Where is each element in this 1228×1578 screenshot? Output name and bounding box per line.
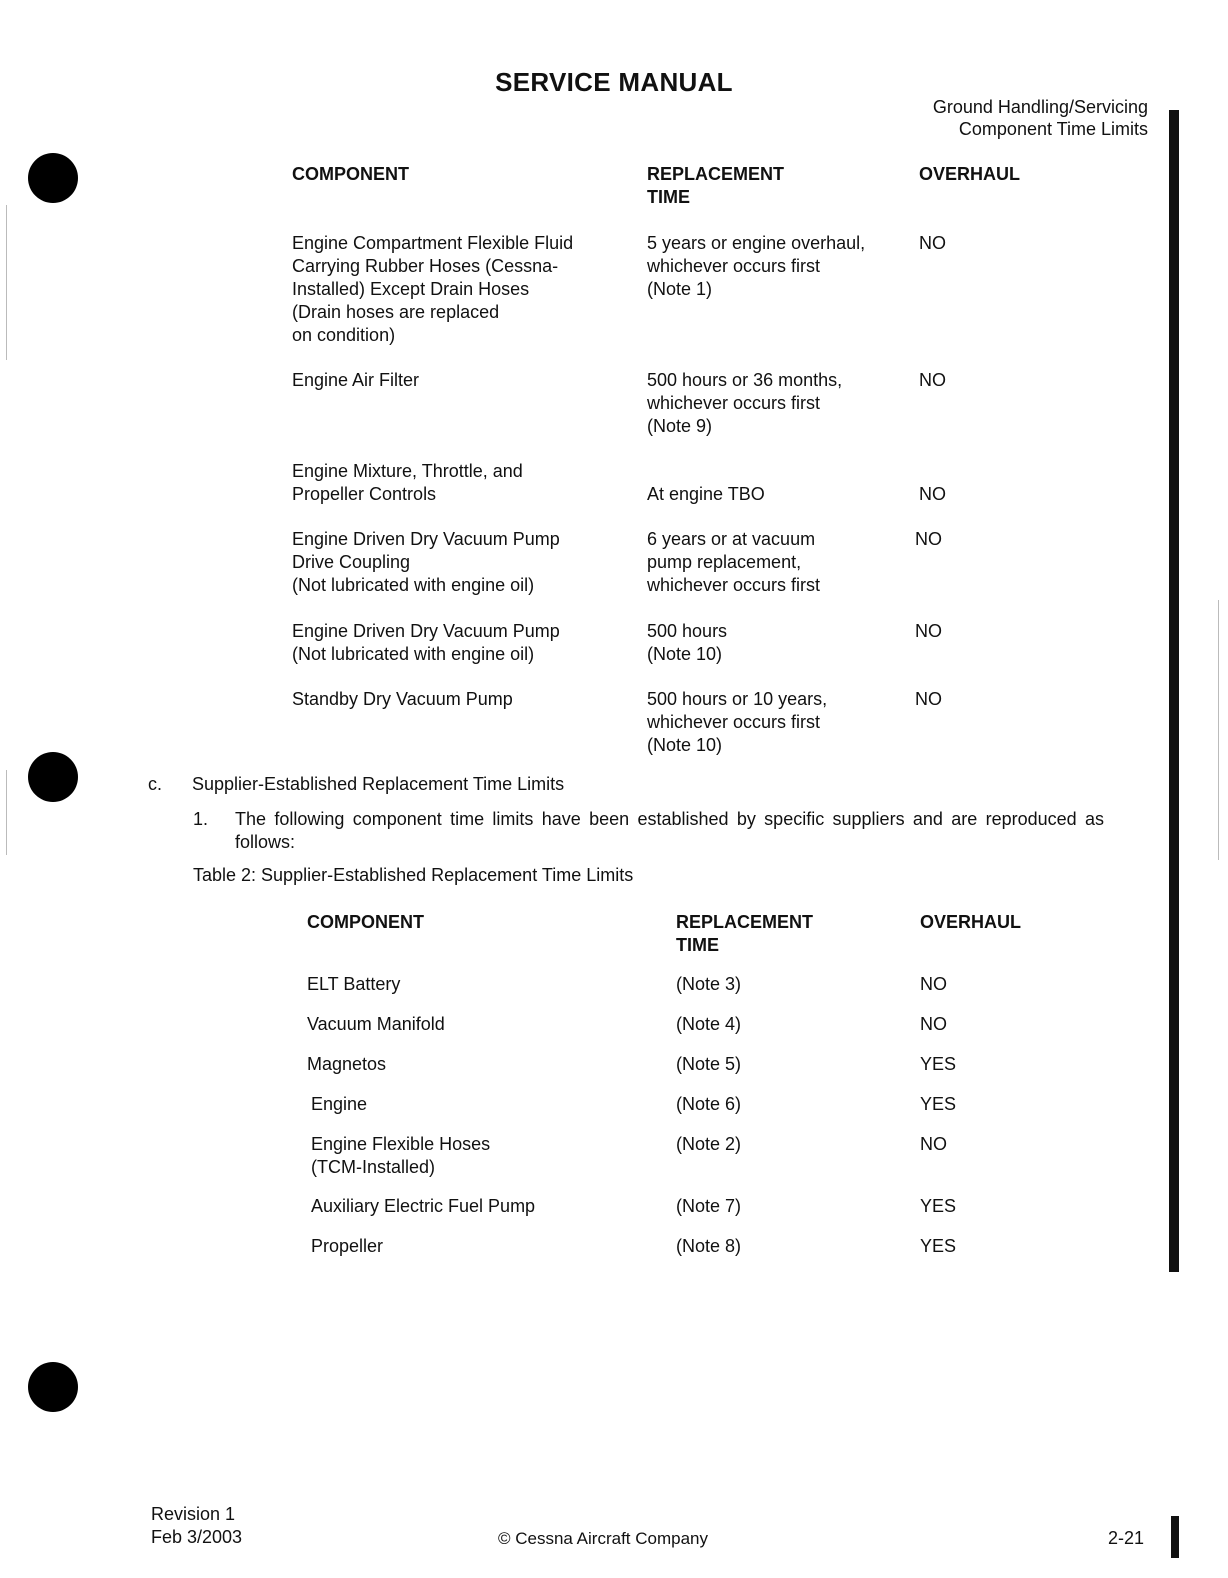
- binder-hole-top: [28, 153, 78, 203]
- t2-row6-overhaul: YES: [920, 1196, 957, 1216]
- section-c-marker: c.: [148, 774, 163, 794]
- t2-header-component: COMPONENT: [307, 912, 424, 932]
- t2-row5-overhaul: NO: [920, 1134, 947, 1154]
- footer-change-bar: [1171, 1516, 1179, 1558]
- t2-row6-component: Auxiliary Electric Fuel Pump: [311, 1196, 536, 1216]
- t2-row3-component: Magnetos: [307, 1054, 387, 1074]
- t2-row7-component: Propeller: [311, 1236, 384, 1256]
- t1-row6-overhaul: NO: [915, 689, 942, 709]
- t2-header-replacement-time: REPLACEMENT TIME: [676, 912, 814, 955]
- t1-header-component: COMPONENT: [292, 164, 409, 184]
- footer-page-number: 2-21: [1108, 1528, 1145, 1548]
- t1-header-overhaul: OVERHAUL: [919, 164, 1021, 184]
- t1-row2-overhaul: NO: [919, 370, 946, 390]
- page-header-right: [933, 96, 1148, 140]
- t2-row4-overhaul: YES: [920, 1094, 957, 1114]
- subsection-name: Component Time Limits: [958, 119, 1148, 139]
- revision-change-bar: [1169, 110, 1179, 1272]
- t2-row2-component: Vacuum Manifold: [307, 1014, 445, 1034]
- t1-row6-component: Standby Dry Vacuum Pump: [292, 689, 513, 709]
- t2-row1-component: ELT Battery: [307, 974, 401, 994]
- footer-date: Feb 3/2003: [151, 1527, 243, 1547]
- t2-row7-overhaul: YES: [920, 1236, 957, 1256]
- t2-row4-time: (Note 6): [676, 1094, 742, 1114]
- t2-header-overhaul: OVERHAUL: [920, 912, 1022, 932]
- t1-row6-time: 500 hours or 10 years, whichever occurs first (Note 10): [647, 689, 828, 755]
- footer-copyright: © Cessna Aircraft Company: [498, 1529, 708, 1548]
- t2-row5-time: (Note 2): [676, 1134, 742, 1154]
- scan-mark-left-2: [6, 770, 7, 855]
- section-name: Ground Handling/Servicing: [932, 97, 1148, 117]
- t2-row5-component: Engine Flexible Hoses (TCM-Installed): [311, 1134, 491, 1177]
- t1-row3-time: At engine TBO: [647, 484, 765, 504]
- binder-hole-middle: [28, 752, 78, 802]
- t1-row5-time: 500 hours (Note 10): [647, 621, 728, 664]
- t1-row1-component: Engine Compartment Flexible Fluid Carrying Rubber Hoses (Cessna- Installed) Except Drain Hoses (Drain hoses are replaced on condition): [292, 233, 574, 345]
- t1-row5-overhaul: NO: [915, 621, 942, 641]
- t2-row6-time: (Note 7): [676, 1196, 742, 1216]
- t1-header-replacement-time: REPLACEMENT TIME: [647, 164, 785, 207]
- t1-row1-overhaul: NO: [919, 233, 946, 253]
- t1-row4-time: 6 years or at vacuum pump replacement, whichever occurs first: [647, 529, 821, 595]
- item-1-text: The following component time limits have been established by specific suppliers and are reproduced as follows:: [235, 809, 1104, 852]
- t1-row4-overhaul: NO: [915, 529, 942, 549]
- t2-row2-overhaul: NO: [920, 1014, 947, 1034]
- footer-revision-block: [151, 1503, 242, 1549]
- t2-row4-component: Engine: [311, 1094, 368, 1114]
- t1-row1-time: 5 years or engine overhaul, whichever occurs first (Note 1): [647, 233, 866, 299]
- item-1-number: 1.: [193, 809, 209, 829]
- t1-row5-component: Engine Driven Dry Vacuum Pump (Not lubricated with engine oil): [292, 621, 560, 664]
- t2-row3-overhaul: YES: [920, 1054, 957, 1074]
- t2-row1-time: (Note 3): [676, 974, 742, 994]
- t1-row3-component: Engine Mixture, Throttle, and Propeller Controls: [292, 461, 523, 504]
- section-c-heading: Supplier-Established Replacement Time Limits: [192, 774, 565, 794]
- t2-row3-time: (Note 5): [676, 1054, 742, 1074]
- t2-row2-time: (Note 4): [676, 1014, 742, 1034]
- t1-row2-time: 500 hours or 36 months, whichever occurs first (Note 9): [647, 370, 843, 436]
- footer-revision: Revision 1: [151, 1504, 236, 1524]
- scan-mark-left: [6, 205, 7, 360]
- table-2-caption: Table 2: Supplier-Established Replacement Time Limits: [193, 865, 634, 885]
- t2-row1-overhaul: NO: [920, 974, 947, 994]
- binder-hole-bottom: [28, 1362, 78, 1412]
- t1-row3-overhaul: NO: [919, 484, 946, 504]
- document-title: SERVICE MANUAL: [495, 67, 733, 97]
- t2-row7-time: (Note 8): [676, 1236, 742, 1256]
- t1-row4-component: Engine Driven Dry Vacuum Pump Drive Coupling (Not lubricated with engine oil): [292, 529, 560, 595]
- scan-mark-right: [1218, 600, 1219, 860]
- t1-row2-component: Engine Air Filter: [292, 370, 420, 390]
